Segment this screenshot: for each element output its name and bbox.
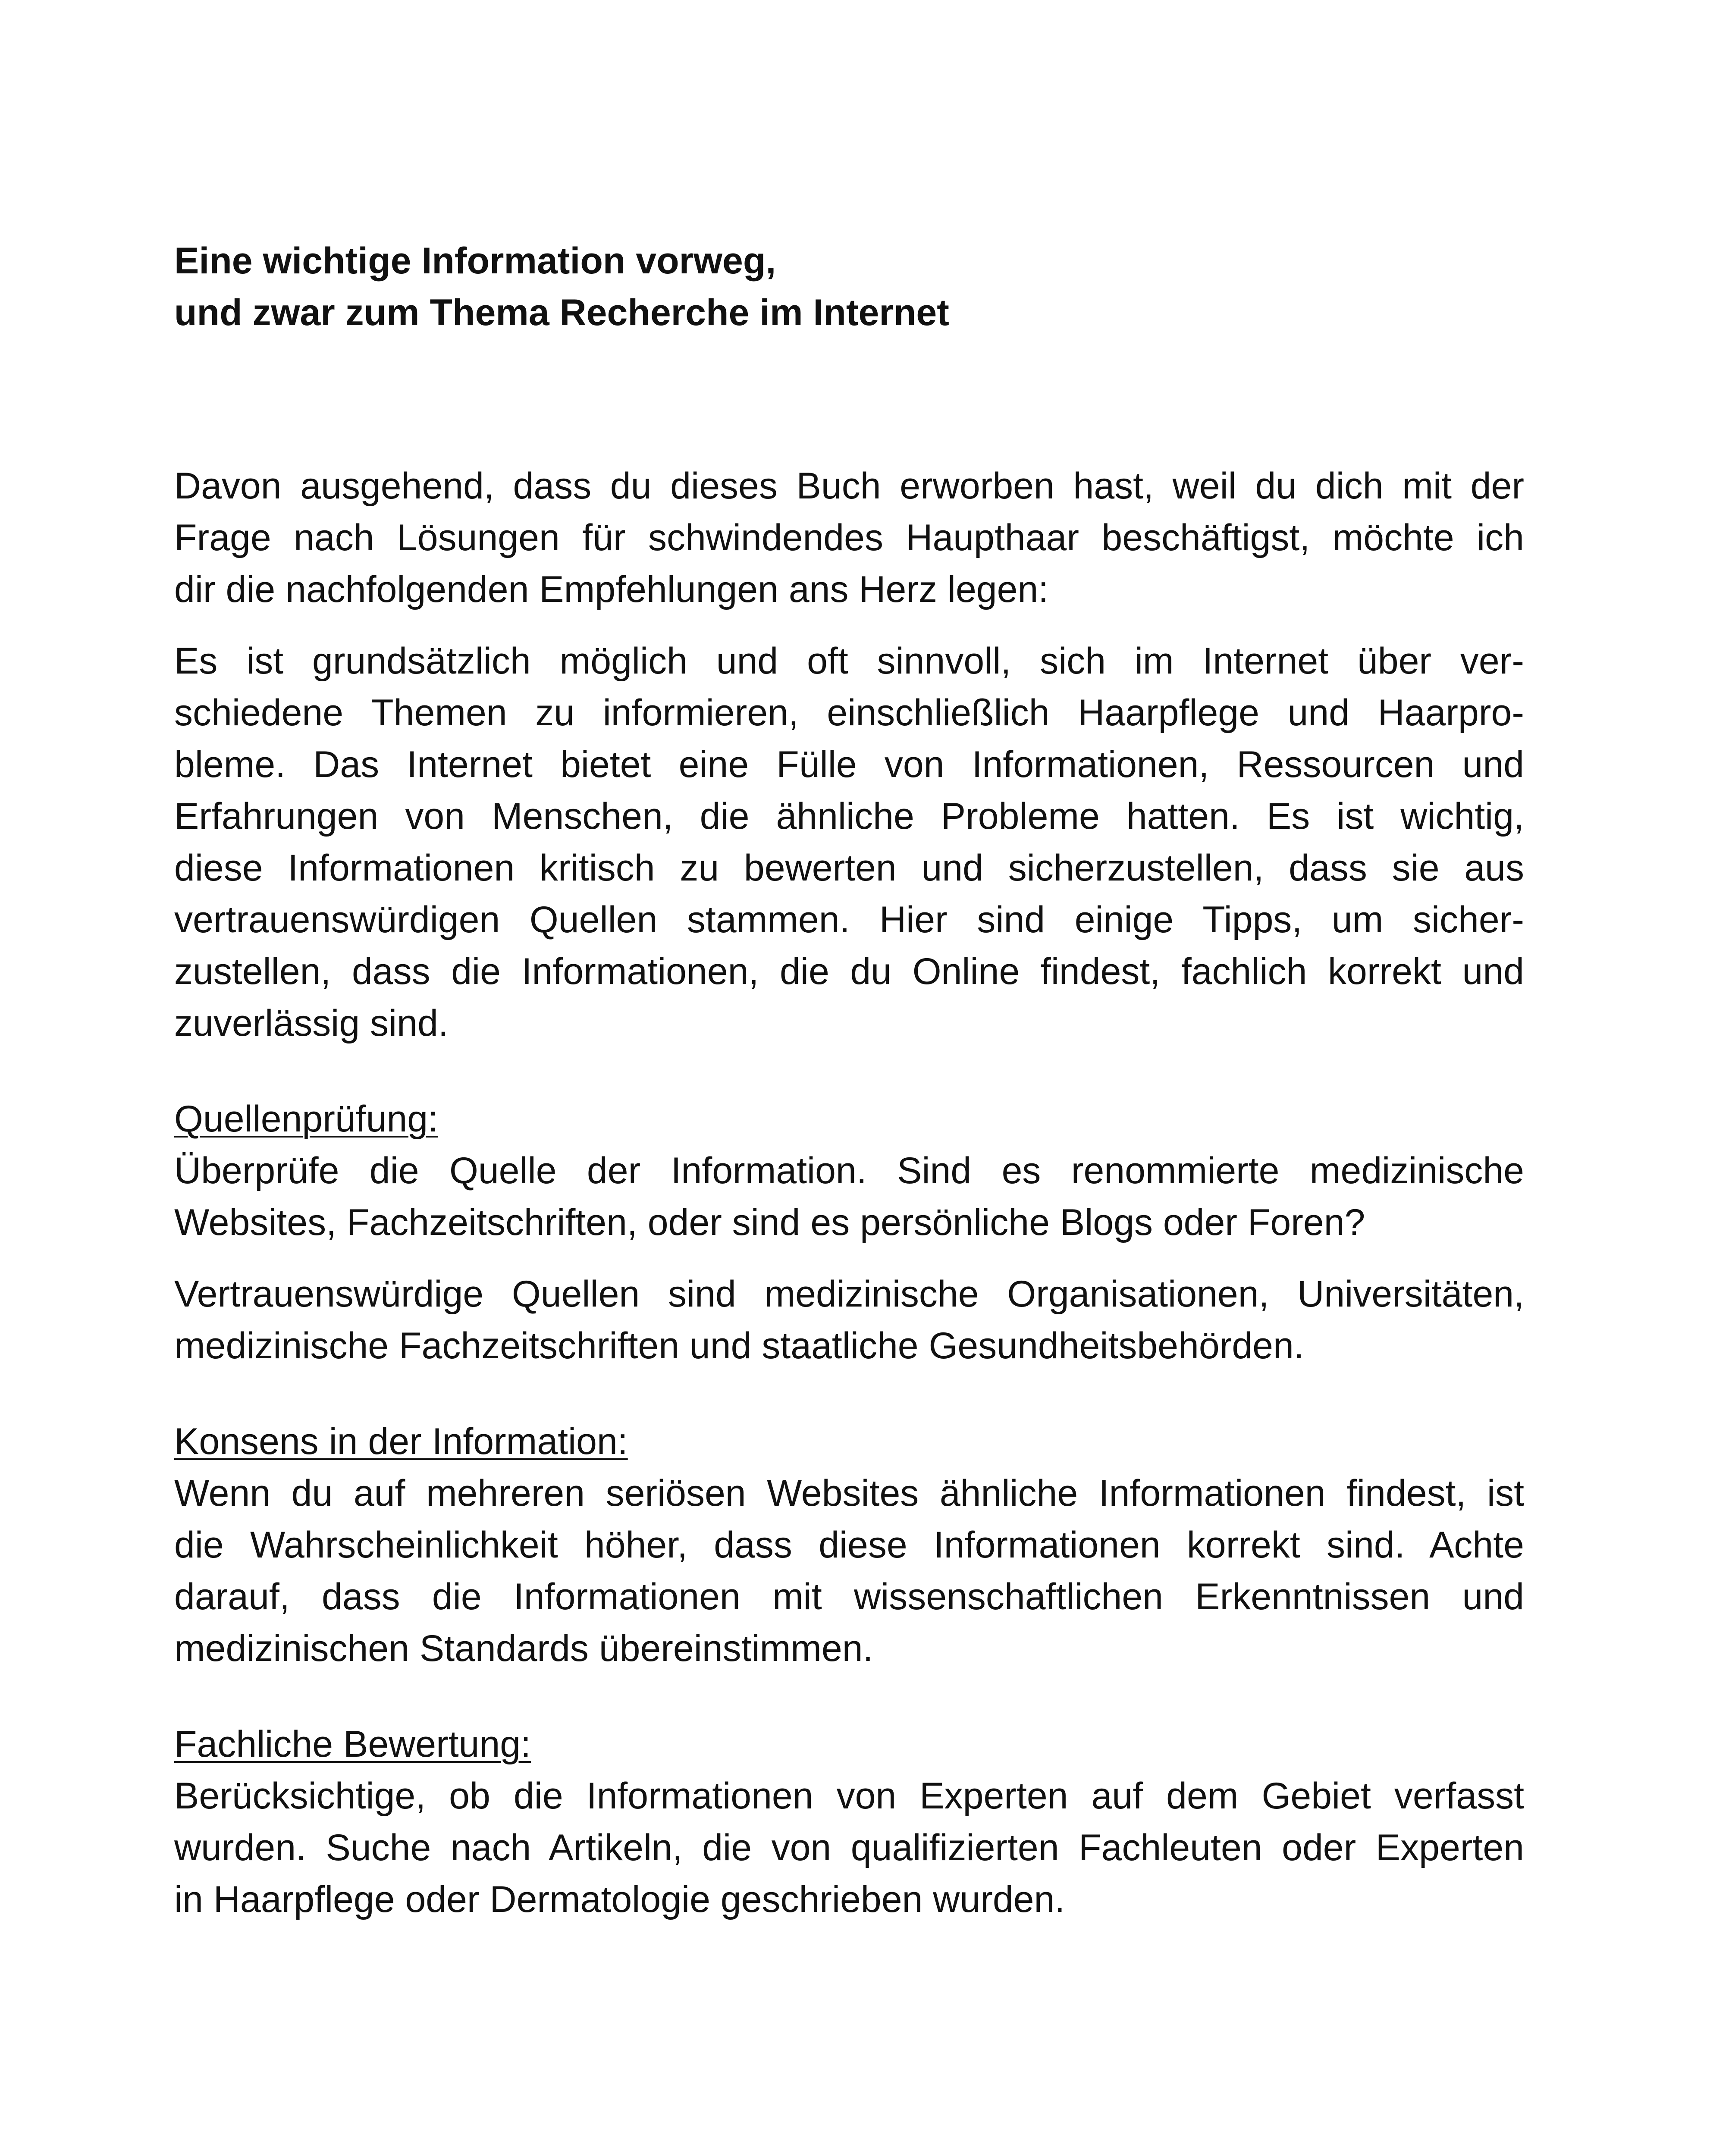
title-line-2: und zwar zum Thema Recherche im Internet — [174, 292, 949, 333]
text-line: Überprüfe die Quelle der Information. Sind es renommierte medizinische — [174, 1150, 1524, 1191]
body-paragraph — [174, 635, 1524, 1049]
text-line: zustellen, dass die Informationen, die du Online findest, fachlich korrekt und — [174, 951, 1524, 992]
page-title — [174, 235, 1524, 338]
section-heading-konsens: Konsens in der Information: — [174, 1421, 628, 1462]
text-line: darauf, dass die Informationen mit wissenschaftlichen Erkenntnissen und — [174, 1576, 1524, 1617]
text-line: schiedene Themen zu informieren, einschließlich Haarpflege und Haarpro- — [174, 692, 1524, 733]
text-line: dir die nachfolgenden Empfehlungen ans Herz legen: — [174, 569, 1049, 610]
text-line: die Wahrscheinlichkeit höher, dass diese Informationen korrekt sind. Achte — [174, 1524, 1524, 1566]
text-line: vertrauenswürdigen Quellen stammen. Hier sind einige Tipps, um sicher- — [174, 899, 1524, 940]
text-line: Es ist grundsätzlich möglich und oft sinnvoll, sich im Internet über ver- — [174, 640, 1524, 682]
text-line: Wenn du auf mehreren seriösen Websites ähnliche Informationen findest, ist — [174, 1473, 1524, 1514]
title-line-1: Eine wichtige Information vorweg, — [174, 240, 776, 282]
section-paragraph — [174, 1770, 1524, 1925]
section-heading-fachliche-bewertung: Fachliche Bewertung: — [174, 1724, 531, 1765]
text-line: bleme. Das Internet bietet eine Fülle von Informationen, Ressourcen und — [174, 744, 1524, 785]
text-line: medizinische Fachzeitschriften und staatliche Gesundheitsbehörden. — [174, 1325, 1304, 1366]
text-line: Davon ausgehend, dass du dieses Buch erworben hast, weil du dich mit der — [174, 465, 1524, 507]
page-content — [174, 235, 1524, 1925]
text-line: wurden. Suche nach Artikeln, die von qualifizierten Fachleuten oder Experten — [174, 1827, 1524, 1868]
text-line: zuverlässig sind. — [174, 1003, 449, 1044]
section-paragraph — [174, 1145, 1524, 1248]
text-line: Websites, Fachzeitschriften, oder sind es persönliche Blogs oder Foren? — [174, 1202, 1365, 1243]
text-line: Frage nach Lösungen für schwindendes Haupthaar beschäftigst, möchte ich — [174, 517, 1524, 558]
text-line: in Haarpflege oder Dermatologie geschrieben wurden. — [174, 1879, 1065, 1920]
text-line: Erfahrungen von Menschen, die ähnliche Probleme hatten. Es ist wichtig, — [174, 796, 1524, 837]
section-paragraph — [174, 1467, 1524, 1674]
text-line: Vertrauenswürdige Quellen sind medizinische Organisationen, Universitäten, — [174, 1273, 1524, 1315]
section-heading-quellenpruefung: Quellenprüfung: — [174, 1098, 438, 1140]
text-line: diese Informationen kritisch zu bewerten und sicherzustellen, dass sie aus — [174, 847, 1524, 889]
section-paragraph — [174, 1268, 1524, 1372]
text-line: medizinischen Standards übereinstimmen. — [174, 1628, 873, 1669]
intro-paragraph — [174, 460, 1524, 615]
text-line: Berücksichtige, ob die Informationen von Experten auf dem Gebiet verfasst — [174, 1775, 1524, 1817]
